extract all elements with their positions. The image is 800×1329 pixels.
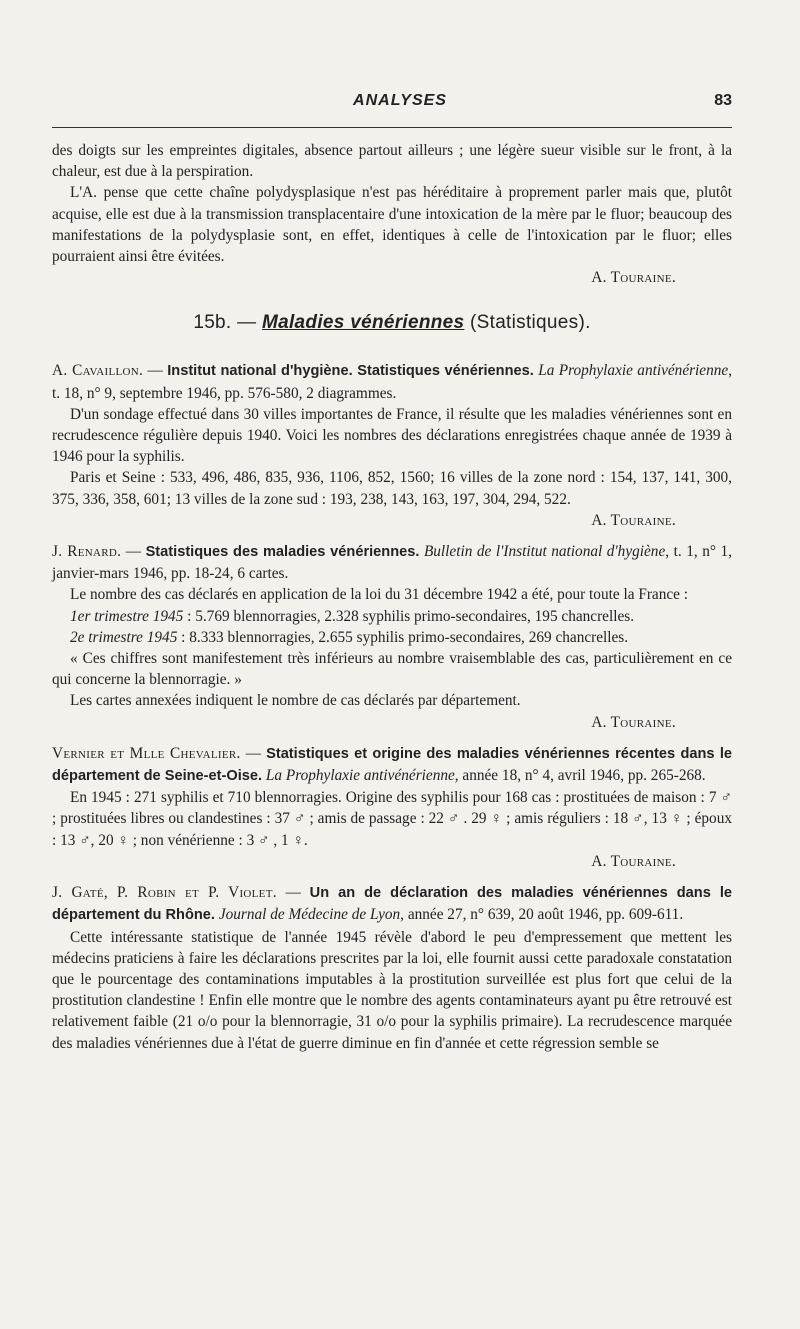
entry-2-quarter-2 xyxy=(52,627,732,648)
entry-3-paragraph-1: En 1945 : 271 syphilis et 710 blennorragies. Origine des syphilis pour 168 cas : prostituées de maison : 7 ♂ ; prostituées libres ou clandestines : 37 ♂ ; amis de passage : 22 ♂ . 29 ♀ ; amis réguliers : 18 ♂, 13 ♀ ; époux : 13 ♂, 20 ♀ ; non vénérienne : 3 ♂ , 1 ♀. xyxy=(52,789,732,849)
entry-4-journal: Journal de Médecine de Lyon xyxy=(218,906,401,924)
entry-2-quarter-1-label: 1er trimestre 1945 xyxy=(70,607,184,625)
entry-2-paragraph-1: Le nombre des cas déclarés en application de la loi du 31 décembre 1942 a été, pour toute la France : xyxy=(70,586,689,604)
entry-4-header xyxy=(52,882,732,926)
page-number: 83 xyxy=(714,92,732,109)
entry-1-signature: A. Touraine. xyxy=(591,511,676,529)
entry-2-signature: A. Touraine. xyxy=(591,713,676,731)
intro-paragraph-1: des doigts sur les empreintes digitales, absence partout ailleurs ; une légère sueur visible sur le front, à la chaleur, est due à la perspiration. xyxy=(52,142,732,181)
entry-2-journal: Bulletin de l'Institut national d'hygiène xyxy=(423,543,666,561)
spacer xyxy=(52,733,732,743)
entry-2-author: J. Renard. xyxy=(52,543,122,561)
entry-2-quarter-2-text: : 8.333 blennorragies, 2.655 syphilis primo-secondaires, 269 chancrelles. xyxy=(177,628,629,646)
entry-1-paragraph-2: Paris et Seine : 533, 496, 486, 835, 936, 1106, 852, 1560; 16 villes de la zone nord : 154, 137, 141, 300, 375, 336, 358, 601; 13 villes de la zone sud : 193, 238, 143, 163, 197, 304, 294, 522. xyxy=(52,469,732,508)
entry-1-reference: , t. 18, n° 9, septembre 1946, pp. 576-580, 2 diagrammes. xyxy=(52,362,733,402)
entry-2-dash: — xyxy=(121,543,146,561)
section-subtitle: (Statistiques). xyxy=(470,312,591,334)
entry-2-paragraph-2: « Ces chiffres sont manifestement très inférieurs au nombre vraisemblable des cas, particulièrement en ce qui concerne la blennorragie. » xyxy=(52,650,732,689)
entry-3-reference: , année 18, n° 4, avril 1946, pp. 265-268. xyxy=(454,767,706,785)
entry-1-title: Institut national d'hygiène. Statistiques vénériennes. xyxy=(167,363,534,380)
entry-1-paragraph-1: D'un sondage effectué dans 30 villes importantes de France, il résulte que les maladies vénériennes sont en recrudescence régulière depuis 1940. Voici les nombres des déclarations enregistrées chaque année de 1939 à 1946 pour la syphilis. xyxy=(52,405,732,466)
entry-1-author: A. Cavaillon. xyxy=(52,362,144,380)
header-rule xyxy=(52,127,732,128)
section-title: Maladies vénériennes xyxy=(261,312,465,334)
entry-3-journal: La Prophylaxie antivénérienne xyxy=(265,767,455,785)
running-title: ANALYSES xyxy=(353,92,447,109)
entry-2-header xyxy=(52,541,732,584)
entry-3-author: Vernier et Mlle Chevalier. xyxy=(52,744,241,762)
entry-1-journal: La Prophylaxie antivénérienne xyxy=(538,362,729,380)
entry-1-header xyxy=(52,360,732,403)
entry-3-title: Statistiques et origine des maladies vénériennes récentes dans le département de Seine-et-Oise. xyxy=(52,745,732,785)
entry-2-title: Statistiques des maladies vénériennes. xyxy=(145,544,420,561)
page-header xyxy=(0,92,800,116)
entry-1-dash: — xyxy=(143,362,168,380)
intro-paragraph-2: L'A. pense que cette chaîne polydysplasique n'est pas héréditaire à proprement parler mais que, plutôt acquise, elle est due à la transmission transplacentaire d'une intoxication de la mère par le fluor; beaucoup des manifestations de la polydysplasie sont, en effet, identiques à celle de l'intoxication par le fluor; elles pourraient ainsi être évitées. xyxy=(52,184,732,266)
entry-3-header xyxy=(52,743,732,787)
entry-2-paragraph-3: Les cartes annexées indiquent le nombre de cas déclarés par département. xyxy=(70,692,521,710)
entry-4-author: J. Gaté, P. Robin et P. Violet. xyxy=(52,884,277,902)
entry-2-reference: , t. 1, n° 1, janvier-mars 1946, pp. 18-24, 6 cartes. xyxy=(52,543,732,583)
spacer xyxy=(52,872,732,882)
intro-signature: A. Touraine. xyxy=(591,269,676,287)
entry-2-quarter-1 xyxy=(52,606,732,627)
spacer xyxy=(52,531,732,541)
entry-3-dash: — xyxy=(240,744,267,762)
entry-2-quarter-2-label: 2e trimestre 1945 xyxy=(70,628,178,646)
entry-2-quarter-1-text: : 5.769 blennorragies, 2.328 syphilis primo-secondaires, 195 chancrelles. xyxy=(183,607,635,625)
section-heading xyxy=(52,312,732,334)
entry-4-reference: , année 27, n° 639, 20 août 1946, pp. 609-611. xyxy=(400,906,684,924)
entry-4-title: Un an de déclaration des maladies vénériennes dans le département du Rhône. xyxy=(52,885,732,924)
section-number: 15b. — xyxy=(193,312,257,334)
entry-4-paragraph-1: Cette intéressante statistique de l'année 1945 révèle d'abord le peu d'empressement que mettent les médecins praticiens à faire les déclarations prescrites par la loi, elle fournit aussi cette paradoxale constatation que le pourcentage des contaminations imputables à la prostitution surveillée est plus fort que celui de la prostitution clandestine ! Enfin elle montre que le nombre des agents contaminateurs ayant pu être retrouvé est relativement faible (21 o/o pour la blennorragie, 31 o/o pour la syphilis primaire). La recrudescence marquée des maladies vénériennes due à l'état de guerre diminue en fin d'année et cette régression semble se xyxy=(52,928,732,1052)
page-content xyxy=(52,140,732,1054)
entry-4-dash: — xyxy=(276,884,310,902)
entry-3-signature: A. Touraine. xyxy=(591,852,676,870)
